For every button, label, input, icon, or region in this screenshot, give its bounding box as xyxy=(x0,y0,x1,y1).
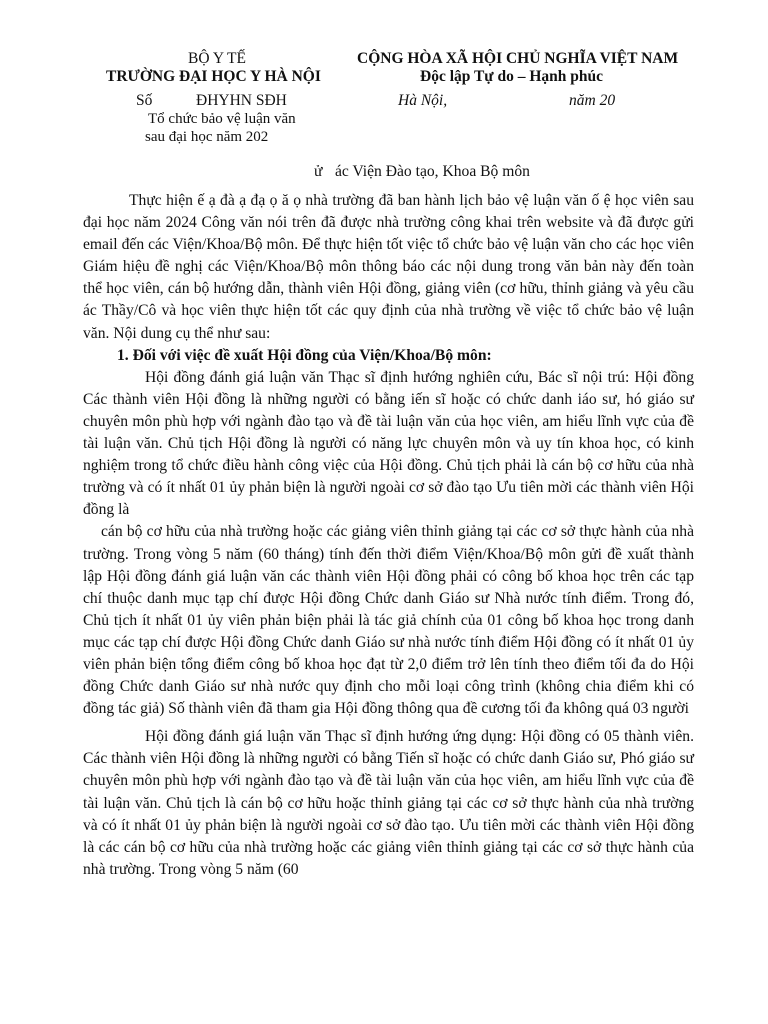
date-year: năm 20 xyxy=(569,92,616,109)
document-number-code: ĐHYHN SĐH xyxy=(196,92,287,109)
intro-paragraph: Thực hiện ế ạ đà ạ đạ ọ ă ọ nhà trường đã ban hành lịch bảo vệ luận văn ố ệ học viên sau đại học năm 2024 Công văn nói trên đã được nhà trường công khai trên website và đã được gửi email đến các Viện/Khoa/Bộ môn. Để thực hiện tốt việc tổ chức bảo vệ luận văn cho các học viên Giám hiệu đề nghị các Viện/Khoa/Bộ môn thông báo các nội dung trong văn bản này đến toàn thể học viên, cán bộ hướng dẫn, thành viên Hội đồng, giảng viên (cơ hữu, thỉnh giảng và yêu cầu ác Thầy/Cô và học viên thực hiện tốt các quy định của nhà trường về việc tổ chức bảo vệ luận văn. Nội dung cụ thể như sau: xyxy=(83,192,694,342)
document-body xyxy=(83,190,694,881)
recipient-line: ác Viện Đào tạo, Khoa Bộ môn xyxy=(335,163,530,180)
section-1-heading: 1. Đối với việc đề xuất Hội đồng của Viện/Khoa/Bộ môn: xyxy=(117,346,492,364)
section-1-paragraph-b: cán bộ cơ hữu của nhà trường hoặc các giảng viên thỉnh giảng tại các cơ sở thực hành của nhà trường. Trong vòng 5 năm (60 tháng) tính đến thời điểm Viện/Khoa/Bộ môn gửi đề xuất thành lập Hội đồng đánh giá luận văn các thành viên Hội đồng phải có công bố khoa học trên các tạp chí thuộc danh mục tạp chí được Hội đồng Chức danh Giáo sư Nhà nước tính điểm. Trong đó, Chủ tịch ít nhất 01 ủy viên phản biện phải là tác giả chính của 01 công bố khoa học trong danh mục các tạp chí được Hội đồng Chức danh Giáo sư nhà nước tính điểm Hội đồng có ít nhất 01 ủy viên phản biện tổng điểm công bố khoa học đạt từ 2,0 điểm trở lên tính theo điểm tối đa do Hội đồng Chức danh Giáo sư nhà nước quy định cho mỗi loại công trình (không chia điểm khi có đồng tác giả) Số thành viên đã tham gia Hội đồng thông qua đề cương tối đa không quá 03 người xyxy=(83,523,694,718)
place-date: Hà Nội, xyxy=(398,92,448,109)
national-motto: Độc lập Tự do – Hạnh phúc xyxy=(420,68,604,85)
subject-line-1: Tổ chức bảo vệ luận văn xyxy=(148,111,296,127)
university-name: TRƯỜNG ĐẠI HỌC Y HÀ NỘI xyxy=(106,68,321,85)
country-name: CỘNG HÒA XÃ HỘI CHỦ NGHĨA VIỆT NAM xyxy=(357,50,679,67)
recipient-prefix: ử xyxy=(314,163,323,180)
section-1-paragraph-a: Hội đồng đánh giá luận văn Thạc sĩ định hướng nghiên cứu, Bác sĩ nội trú: Hội đồng Các thành viên Hội đồng là những người có bằng iến sĩ hoặc có chức danh iáo sư, hó giáo sư chuyên môn phù hợp với ngành đào tạo và đề tài luận văn của học viên, am hiểu lĩnh vực của đề tài luận văn. Chủ tịch Hội đồng là người có năng lực chuyên môn và uy tín khoa học, có kinh nghiệm trong tổ chức điều hành công việc của Hội đồng. Chủ tịch phải là cán bộ cơ hữu của nhà trường và có ít nhất 01 ủy phản biện là người ngoài cơ sở đào tạo Ưu tiên mời các thành viên Hội đồng là xyxy=(83,368,694,519)
ministry-name: BỘ Y TẾ xyxy=(188,50,246,67)
document-number-prefix: Số xyxy=(136,92,153,109)
subject-line-2: sau đại học năm 202 xyxy=(145,129,269,145)
section-1-paragraph-2: Hội đồng đánh giá luận văn Thạc sĩ định hướng ứng dụng: Hội đồng có 05 thành viên. Các thành viên Hội đồng là những người có bằng Tiến sĩ hoặc có chức danh Giáo sư, Phó giáo sư chuyên môn phù hợp với ngành đào tạo và đề tài luận văn của học viên, am hiểu lĩnh vực của đề tài luận văn. Chủ tịch là cán bộ cơ hữu hoặc thỉnh giảng tại các cơ sở thực hành của nhà trường và có ít nhất 01 ủy phản biện là người ngoài cơ sở đào tạo. Ưu tiên mời các thành viên Hội đồng là các cán bộ cơ hữu của nhà trường hoặc các giảng viên thỉnh giảng tại các cơ sở thực hành của nhà trường. Trong vòng 5 năm (60 xyxy=(83,728,694,878)
